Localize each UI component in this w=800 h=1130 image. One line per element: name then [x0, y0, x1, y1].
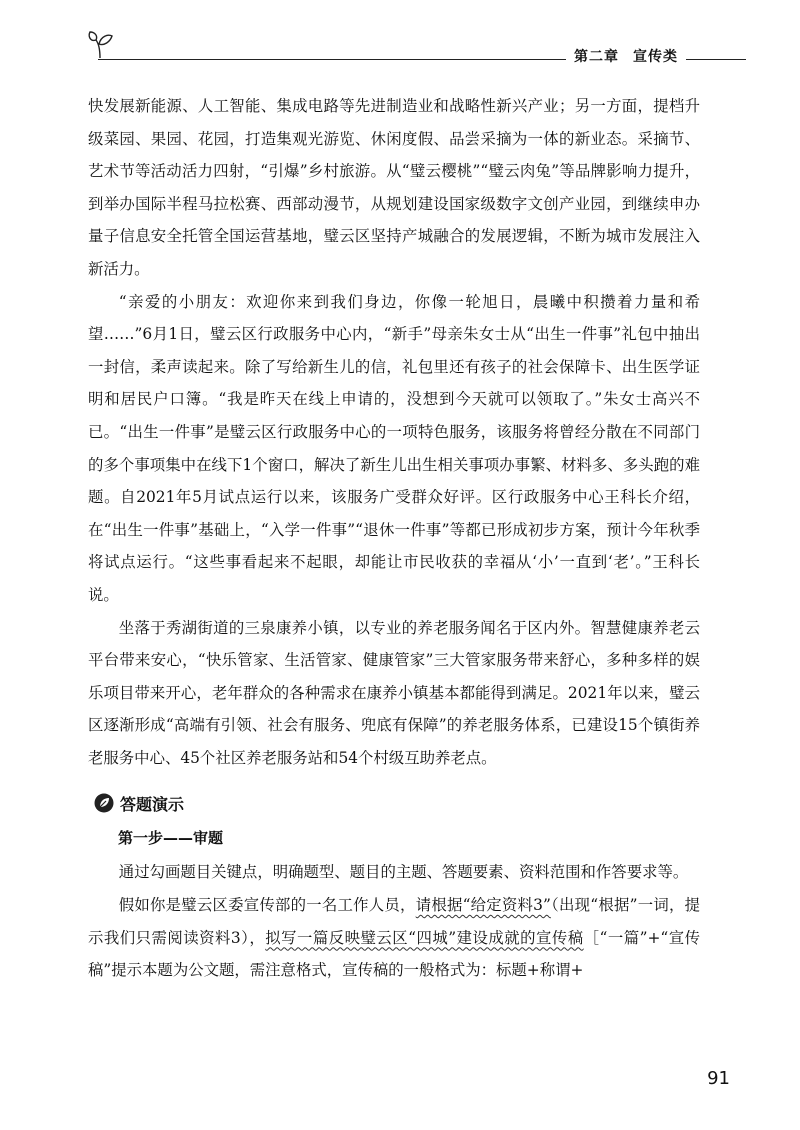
- chapter-number: 第二章: [574, 49, 619, 65]
- section-title: 答题演示: [120, 794, 185, 814]
- chapter-label: [566, 46, 686, 66]
- sprout-icon: [86, 30, 114, 60]
- step-heading: 第一步——审题: [118, 829, 224, 848]
- page-header: [86, 30, 746, 70]
- page-body: [88, 90, 700, 987]
- leaf-badge-icon: [94, 793, 114, 813]
- question-note: （出现“根据”一词，提示我们只需阅读资料3），: [88, 896, 700, 947]
- page-number: 91: [707, 1068, 730, 1089]
- paragraph: 坐落于秀湖街道的三泉康养小镇，以专业的养老服务闻名于区内外。智慧健康养老云平台带来安心，“快乐管家、生活管家、健康管家”三大管家服务带来舒心，多种多样的娱乐项目带来开心，老年群众的各种需求在康养小镇基本都能得到满足。2021年以来，璧云区逐渐形成“高端有引领、社会有服务、兜底有保障”的养老服务体系，已建设15个镇街养老服务中心、45个社区养老服务站和54个村级互助养老点。: [88, 618, 700, 767]
- chapter-category: 宣传类: [633, 49, 678, 65]
- question-paragraph: [88, 889, 700, 987]
- question-text: 假如你是璧云区委宣传部的一名工作人员，: [118, 896, 416, 915]
- paragraph: 通过勾画题目关键点，明确题型、题目的主题、答题要素、资料范围和作答要求等。: [118, 863, 689, 882]
- underlined-key-point: 请根据“给定资料3”: [415, 896, 551, 915]
- paragraph: “亲爱的小朋友：欢迎你来到我们身边，你像一轮旭日，晨曦中积攒着力量和希望……”6月1日，璧云区行政服务中心内，“新手”母亲朱女士从“出生一件事”礼包中抽出一封信，柔声读起来。除了写给新生儿的信，礼包里还有孩子的社会保障卡、出生医学证明和居民户口簿。“我是昨天在线上申请的，没想到今天就可以领取了。”朱女士高兴不已。“出生一件事”是璧云区行政服务中心的一项特色服务，该服务将曾经分散在不同部门的多个事项集中在线下1个窗口，解决了新生儿出生相关事项办事繁、材料多、多头跑的难题。自2021年5月试点运行以来，该服务广受群众好评。区行政服务中心王科长介绍，在“出生一件事”基础上，“入学一件事”“退休一件事”等都已形成初步方案，预计今年秋季将试点运行。“这些事看起来不起眼，却能让市民收获的幸福从‘小’一直到‘老’。”王科长说。: [88, 292, 700, 604]
- question-note: ［“一篇”+“宣传稿”提示本题为公文题，需注意格式，宣传稿的一般格式为：标题+称谓+: [88, 928, 700, 980]
- underlined-key-point: 拟写一篇反映璧云区“四城”建设成就的宣传稿: [265, 928, 584, 947]
- paragraph: 快发展新能源、人工智能、集成电路等先进制造业和战略性新兴产业；另一方面，提档升级菜园、果园、花园，打造集观光游览、休闲度假、品尝采摘为一体的新业态。采摘节、艺术节等活动活力四射，“引爆”乡村旅游。从“璧云樱桃”“璧云肉兔”等品牌影响力提升，到举办国际半程马拉松赛、西部动漫节，从规划建设国家级数字文创产业园，到继续申办量子信息安全托管全国运营基地，璧云区坚持产城融合的发展逻辑，不断为城市发展注入新活力。: [88, 97, 700, 278]
- section-heading: [94, 788, 700, 818]
